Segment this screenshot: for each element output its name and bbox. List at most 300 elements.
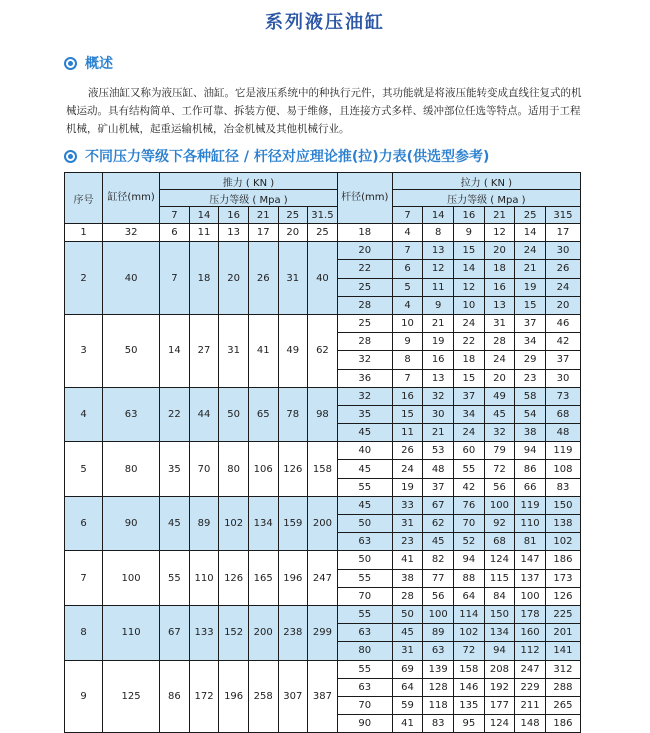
pull-cell: 15 bbox=[392, 405, 423, 423]
pull-cell: 38 bbox=[515, 424, 546, 442]
pull-cell: 124 bbox=[484, 551, 515, 569]
rod-cell: 55 bbox=[337, 660, 392, 678]
seq-cell: 4 bbox=[65, 387, 103, 442]
pull-cell: 84 bbox=[484, 587, 515, 605]
table-body bbox=[65, 224, 581, 733]
push-cell: 98 bbox=[308, 387, 338, 442]
rod-cell: 45 bbox=[337, 424, 392, 442]
pull-cell: 46 bbox=[545, 314, 580, 332]
rod-cell: 50 bbox=[337, 515, 392, 533]
pull-cell: 229 bbox=[515, 678, 546, 696]
pull-cell: 34 bbox=[515, 333, 546, 351]
pull-cell: 7 bbox=[392, 242, 423, 260]
push-cell: 200 bbox=[308, 496, 338, 551]
rod-cell: 45 bbox=[337, 496, 392, 514]
pull-cell: 150 bbox=[545, 496, 580, 514]
pull-cell: 21 bbox=[423, 424, 454, 442]
pull-cell: 37 bbox=[515, 314, 546, 332]
pull-cell: 76 bbox=[454, 496, 485, 514]
pull-cell: 208 bbox=[484, 660, 515, 678]
pull-cell: 73 bbox=[545, 387, 580, 405]
pull-cell: 115 bbox=[484, 569, 515, 587]
rod-cell: 28 bbox=[337, 333, 392, 351]
pull-cell: 32 bbox=[423, 387, 454, 405]
bore-cell: 63 bbox=[103, 387, 160, 442]
pull-cell: 30 bbox=[545, 242, 580, 260]
pull-cell: 20 bbox=[484, 369, 515, 387]
pull-cell: 13 bbox=[423, 242, 454, 260]
pull-cell: 45 bbox=[484, 405, 515, 423]
push-cell: 110 bbox=[189, 551, 219, 606]
push-cell: 165 bbox=[248, 551, 278, 606]
pull-cell: 24 bbox=[454, 424, 485, 442]
push-cell: 22 bbox=[160, 387, 190, 442]
push-cell: 25 bbox=[308, 224, 338, 242]
pull-cell: 24 bbox=[545, 278, 580, 296]
pull-cell: 9 bbox=[454, 224, 485, 242]
pull-cell: 52 bbox=[454, 533, 485, 551]
push-cell: 26 bbox=[248, 242, 278, 315]
pull-cell: 20 bbox=[545, 296, 580, 314]
seq-cell: 8 bbox=[65, 605, 103, 660]
pull-cell: 67 bbox=[423, 496, 454, 514]
push-cell: 102 bbox=[219, 496, 249, 551]
pull-cell: 48 bbox=[545, 424, 580, 442]
pull-cell: 69 bbox=[392, 660, 423, 678]
pull-cell: 17 bbox=[545, 224, 580, 242]
push-cell: 387 bbox=[308, 660, 338, 733]
pull-cell: 38 bbox=[392, 569, 423, 587]
pull-cell: 6 bbox=[392, 260, 423, 278]
seq-cell: 2 bbox=[65, 242, 103, 315]
pull-cell: 11 bbox=[392, 424, 423, 442]
pull-cell: 5 bbox=[392, 278, 423, 296]
push-cell: 41 bbox=[248, 314, 278, 387]
push-cell: 152 bbox=[219, 605, 249, 660]
bullet-ring-icon bbox=[64, 57, 77, 70]
pull-cell: 24 bbox=[392, 460, 423, 478]
rod-cell: 70 bbox=[337, 696, 392, 714]
pull-cell: 95 bbox=[454, 715, 485, 733]
pull-cell: 24 bbox=[515, 242, 546, 260]
pull-cell: 41 bbox=[392, 715, 423, 733]
push-pressure: 25 bbox=[278, 207, 308, 224]
overview-heading bbox=[64, 53, 113, 73]
push-cell: 258 bbox=[248, 660, 278, 733]
pull-cell: 128 bbox=[423, 678, 454, 696]
rod-cell: 90 bbox=[337, 715, 392, 733]
pull-cell: 14 bbox=[515, 224, 546, 242]
header-pull-level: 压力等级 ( Mpa ) bbox=[392, 190, 580, 207]
pull-cell: 178 bbox=[515, 605, 546, 623]
header-seq: 序号 bbox=[65, 173, 103, 224]
push-cell: 89 bbox=[189, 496, 219, 551]
pull-cell: 18 bbox=[484, 260, 515, 278]
pull-cell: 58 bbox=[515, 387, 546, 405]
pull-cell: 146 bbox=[454, 678, 485, 696]
pull-cell: 31 bbox=[392, 515, 423, 533]
pull-cell: 141 bbox=[545, 642, 580, 660]
seq-cell: 5 bbox=[65, 442, 103, 497]
pull-cell: 7 bbox=[392, 369, 423, 387]
pull-cell: 45 bbox=[423, 533, 454, 551]
push-cell: 20 bbox=[278, 224, 308, 242]
pull-cell: 20 bbox=[484, 242, 515, 260]
force-spec-table bbox=[64, 172, 581, 733]
push-pressure: 21 bbox=[248, 207, 278, 224]
push-cell: 70 bbox=[189, 442, 219, 497]
pull-cell: 177 bbox=[484, 696, 515, 714]
pull-cell: 14 bbox=[454, 260, 485, 278]
rod-cell: 32 bbox=[337, 387, 392, 405]
pull-cell: 28 bbox=[484, 333, 515, 351]
pull-cell: 59 bbox=[392, 696, 423, 714]
pull-pressure: 14 bbox=[423, 207, 454, 224]
overview-paragraph: 液压油缸又称为液压缸、油缸。它是液压系统中的种执行元件，其功能就是将液压能转变成直线往复式的机械运动。具有结构简单、工作可靠、拆装方便、易于维修，且连接方式多样、缓冲部位任选等特点。适用于工程机械，矿山机械，起重运输机械，冶金机械及其他机械行业。 bbox=[66, 87, 582, 135]
rod-cell: 25 bbox=[337, 278, 392, 296]
pull-cell: 88 bbox=[454, 569, 485, 587]
pull-cell: 119 bbox=[545, 442, 580, 460]
pull-cell: 102 bbox=[545, 533, 580, 551]
pull-cell: 23 bbox=[392, 533, 423, 551]
pull-cell: 150 bbox=[484, 605, 515, 623]
bore-cell: 100 bbox=[103, 551, 160, 606]
push-pressure: 31.5 bbox=[308, 207, 338, 224]
bore-cell: 50 bbox=[103, 314, 160, 387]
pull-pressure: 7 bbox=[392, 207, 423, 224]
push-cell: 35 bbox=[160, 442, 190, 497]
pull-cell: 83 bbox=[545, 478, 580, 496]
push-cell: 126 bbox=[278, 442, 308, 497]
pull-cell: 19 bbox=[392, 478, 423, 496]
bore-cell: 40 bbox=[103, 242, 160, 315]
table-row bbox=[65, 605, 581, 623]
pull-pressure: 315 bbox=[545, 207, 580, 224]
push-cell: 49 bbox=[278, 314, 308, 387]
push-cell: 133 bbox=[189, 605, 219, 660]
push-cell: 172 bbox=[189, 660, 219, 733]
push-cell: 27 bbox=[189, 314, 219, 387]
pull-cell: 12 bbox=[423, 260, 454, 278]
push-cell: 196 bbox=[278, 551, 308, 606]
header-pull: 拉力 ( KN ) bbox=[392, 173, 580, 190]
pull-cell: 30 bbox=[423, 405, 454, 423]
pull-cell: 37 bbox=[545, 351, 580, 369]
push-cell: 45 bbox=[160, 496, 190, 551]
pull-cell: 312 bbox=[545, 660, 580, 678]
push-cell: 20 bbox=[219, 242, 249, 315]
rod-cell: 28 bbox=[337, 296, 392, 314]
pull-cell: 94 bbox=[515, 442, 546, 460]
rod-cell: 45 bbox=[337, 460, 392, 478]
push-cell: 40 bbox=[308, 242, 338, 315]
pull-cell: 50 bbox=[392, 605, 423, 623]
pull-cell: 16 bbox=[423, 351, 454, 369]
push-cell: 80 bbox=[219, 442, 249, 497]
push-cell: 18 bbox=[189, 242, 219, 315]
bore-cell: 32 bbox=[103, 224, 160, 242]
pull-cell: 68 bbox=[484, 533, 515, 551]
pull-cell: 34 bbox=[454, 405, 485, 423]
pull-cell: 225 bbox=[545, 605, 580, 623]
pull-cell: 137 bbox=[515, 569, 546, 587]
push-cell: 7 bbox=[160, 242, 190, 315]
pull-cell: 11 bbox=[423, 278, 454, 296]
pull-cell: 30 bbox=[545, 369, 580, 387]
rod-cell: 63 bbox=[337, 624, 392, 642]
pull-cell: 192 bbox=[484, 678, 515, 696]
rod-cell: 35 bbox=[337, 405, 392, 423]
push-pressure: 16 bbox=[219, 207, 249, 224]
pull-cell: 100 bbox=[423, 605, 454, 623]
push-cell: 126 bbox=[219, 551, 249, 606]
pull-pressure: 16 bbox=[454, 207, 485, 224]
pull-cell: 23 bbox=[515, 369, 546, 387]
rod-cell: 80 bbox=[337, 642, 392, 660]
push-cell: 55 bbox=[160, 551, 190, 606]
pull-cell: 12 bbox=[484, 224, 515, 242]
bore-cell: 125 bbox=[103, 660, 160, 733]
rod-cell: 70 bbox=[337, 587, 392, 605]
pull-cell: 83 bbox=[423, 715, 454, 733]
rod-cell: 63 bbox=[337, 533, 392, 551]
pull-cell: 32 bbox=[484, 424, 515, 442]
table-row bbox=[65, 551, 581, 569]
pull-cell: 31 bbox=[392, 642, 423, 660]
bore-cell: 90 bbox=[103, 496, 160, 551]
pull-cell: 186 bbox=[545, 551, 580, 569]
pull-cell: 112 bbox=[515, 642, 546, 660]
pull-cell: 41 bbox=[392, 551, 423, 569]
pull-cell: 81 bbox=[515, 533, 546, 551]
table-row bbox=[65, 660, 581, 678]
push-cell: 11 bbox=[189, 224, 219, 242]
pull-cell: 288 bbox=[545, 678, 580, 696]
seq-cell: 1 bbox=[65, 224, 103, 242]
pull-cell: 8 bbox=[423, 224, 454, 242]
pull-cell: 10 bbox=[392, 314, 423, 332]
rod-cell: 20 bbox=[337, 242, 392, 260]
pull-cell: 100 bbox=[484, 496, 515, 514]
rod-cell: 18 bbox=[337, 224, 392, 242]
pull-cell: 63 bbox=[423, 642, 454, 660]
push-pressure: 14 bbox=[189, 207, 219, 224]
pull-cell: 92 bbox=[484, 515, 515, 533]
push-cell: 299 bbox=[308, 605, 338, 660]
pull-cell: 42 bbox=[454, 478, 485, 496]
push-cell: 65 bbox=[248, 387, 278, 442]
pull-cell: 119 bbox=[515, 496, 546, 514]
pull-cell: 108 bbox=[545, 460, 580, 478]
push-cell: 106 bbox=[248, 442, 278, 497]
push-cell: 31 bbox=[219, 314, 249, 387]
pull-cell: 15 bbox=[454, 242, 485, 260]
pull-cell: 16 bbox=[484, 278, 515, 296]
pull-cell: 124 bbox=[484, 715, 515, 733]
pull-cell: 126 bbox=[545, 587, 580, 605]
pull-cell: 138 bbox=[545, 515, 580, 533]
pull-cell: 45 bbox=[392, 624, 423, 642]
pull-cell: 24 bbox=[454, 314, 485, 332]
pull-pressure: 25 bbox=[515, 207, 546, 224]
bullet-ring-icon bbox=[64, 150, 77, 163]
push-cell: 31 bbox=[278, 242, 308, 315]
seq-cell: 6 bbox=[65, 496, 103, 551]
rod-cell: 32 bbox=[337, 351, 392, 369]
push-cell: 13 bbox=[219, 224, 249, 242]
pull-cell: 31 bbox=[484, 314, 515, 332]
pull-cell: 21 bbox=[515, 260, 546, 278]
pull-cell: 160 bbox=[515, 624, 546, 642]
pull-cell: 49 bbox=[484, 387, 515, 405]
pull-cell: 60 bbox=[454, 442, 485, 460]
pull-cell: 15 bbox=[454, 369, 485, 387]
push-cell: 247 bbox=[308, 551, 338, 606]
pull-cell: 29 bbox=[515, 351, 546, 369]
pull-cell: 13 bbox=[484, 296, 515, 314]
push-pressure: 7 bbox=[160, 207, 190, 224]
push-cell: 50 bbox=[219, 387, 249, 442]
pull-cell: 19 bbox=[515, 278, 546, 296]
pull-cell: 55 bbox=[454, 460, 485, 478]
pull-cell: 89 bbox=[423, 624, 454, 642]
push-cell: 238 bbox=[278, 605, 308, 660]
seq-cell: 3 bbox=[65, 314, 103, 387]
push-cell: 67 bbox=[160, 605, 190, 660]
push-cell: 86 bbox=[160, 660, 190, 733]
pull-cell: 201 bbox=[545, 624, 580, 642]
pull-cell: 13 bbox=[423, 369, 454, 387]
rod-cell: 63 bbox=[337, 678, 392, 696]
pull-cell: 186 bbox=[545, 715, 580, 733]
pull-cell: 134 bbox=[484, 624, 515, 642]
push-cell: 200 bbox=[248, 605, 278, 660]
pull-cell: 139 bbox=[423, 660, 454, 678]
pull-cell: 77 bbox=[423, 569, 454, 587]
page-title: 系列液压油缸 bbox=[265, 12, 385, 33]
pull-cell: 158 bbox=[454, 660, 485, 678]
pull-cell: 9 bbox=[392, 333, 423, 351]
push-cell: 307 bbox=[278, 660, 308, 733]
pull-cell: 82 bbox=[423, 551, 454, 569]
pull-cell: 265 bbox=[545, 696, 580, 714]
push-cell: 158 bbox=[308, 442, 338, 497]
pull-cell: 66 bbox=[515, 478, 546, 496]
push-cell: 78 bbox=[278, 387, 308, 442]
pull-cell: 48 bbox=[423, 460, 454, 478]
pull-cell: 102 bbox=[454, 624, 485, 642]
rod-cell: 36 bbox=[337, 369, 392, 387]
pull-cell: 62 bbox=[423, 515, 454, 533]
pull-cell: 64 bbox=[454, 587, 485, 605]
push-cell: 134 bbox=[248, 496, 278, 551]
rod-cell: 22 bbox=[337, 260, 392, 278]
pull-cell: 15 bbox=[515, 296, 546, 314]
pull-cell: 37 bbox=[454, 387, 485, 405]
table-row bbox=[65, 224, 581, 242]
header-bore: 缸径(mm) bbox=[103, 173, 160, 224]
pull-cell: 64 bbox=[392, 678, 423, 696]
rod-cell: 40 bbox=[337, 442, 392, 460]
pull-cell: 147 bbox=[515, 551, 546, 569]
pull-cell: 8 bbox=[392, 351, 423, 369]
header-rod: 杆径(mm) bbox=[337, 173, 392, 224]
pull-cell: 211 bbox=[515, 696, 546, 714]
pull-cell: 12 bbox=[454, 278, 485, 296]
rod-cell: 55 bbox=[337, 569, 392, 587]
pull-cell: 247 bbox=[515, 660, 546, 678]
header-push: 推力 ( KN ) bbox=[160, 173, 338, 190]
rod-cell: 55 bbox=[337, 605, 392, 623]
table-row bbox=[65, 314, 581, 332]
table-row bbox=[65, 242, 581, 260]
pull-cell: 10 bbox=[454, 296, 485, 314]
pull-cell: 4 bbox=[392, 296, 423, 314]
pull-cell: 9 bbox=[423, 296, 454, 314]
pull-cell: 100 bbox=[515, 587, 546, 605]
pull-cell: 26 bbox=[545, 260, 580, 278]
table-section-heading-text: 不同压力等级下各种缸径 / 杆径对应理论推(拉)力表(供选型参考) bbox=[85, 149, 490, 165]
pull-cell: 86 bbox=[515, 460, 546, 478]
pull-cell: 24 bbox=[484, 351, 515, 369]
table-section-heading bbox=[64, 146, 489, 166]
pull-cell: 18 bbox=[454, 351, 485, 369]
pull-cell: 94 bbox=[484, 642, 515, 660]
pull-cell: 37 bbox=[423, 478, 454, 496]
overview-heading-text: 概述 bbox=[85, 56, 113, 72]
pull-cell: 72 bbox=[454, 642, 485, 660]
pull-cell: 114 bbox=[454, 605, 485, 623]
pull-cell: 94 bbox=[454, 551, 485, 569]
table-row bbox=[65, 387, 581, 405]
pull-pressure: 21 bbox=[484, 207, 515, 224]
push-cell: 44 bbox=[189, 387, 219, 442]
rod-cell: 25 bbox=[337, 314, 392, 332]
pull-cell: 28 bbox=[392, 587, 423, 605]
pull-cell: 42 bbox=[545, 333, 580, 351]
pull-cell: 135 bbox=[454, 696, 485, 714]
seq-cell: 7 bbox=[65, 551, 103, 606]
pull-cell: 72 bbox=[484, 460, 515, 478]
push-cell: 159 bbox=[278, 496, 308, 551]
pull-cell: 53 bbox=[423, 442, 454, 460]
pull-cell: 173 bbox=[545, 569, 580, 587]
push-cell: 14 bbox=[160, 314, 190, 387]
header-push-level: 压力等级 ( Mpa ) bbox=[160, 190, 338, 207]
pull-cell: 118 bbox=[423, 696, 454, 714]
bore-cell: 80 bbox=[103, 442, 160, 497]
seq-cell: 9 bbox=[65, 660, 103, 733]
table-row bbox=[65, 442, 581, 460]
pull-cell: 54 bbox=[515, 405, 546, 423]
pull-cell: 22 bbox=[454, 333, 485, 351]
push-cell: 17 bbox=[248, 224, 278, 242]
push-cell: 196 bbox=[219, 660, 249, 733]
pull-cell: 26 bbox=[392, 442, 423, 460]
push-cell: 6 bbox=[160, 224, 190, 242]
pull-cell: 79 bbox=[484, 442, 515, 460]
pull-cell: 148 bbox=[515, 715, 546, 733]
rod-cell: 55 bbox=[337, 478, 392, 496]
rod-cell: 50 bbox=[337, 551, 392, 569]
pull-cell: 16 bbox=[392, 387, 423, 405]
pull-cell: 19 bbox=[423, 333, 454, 351]
table-row bbox=[65, 496, 581, 514]
pull-cell: 68 bbox=[545, 405, 580, 423]
pull-cell: 56 bbox=[423, 587, 454, 605]
pull-cell: 110 bbox=[515, 515, 546, 533]
push-cell: 62 bbox=[308, 314, 338, 387]
